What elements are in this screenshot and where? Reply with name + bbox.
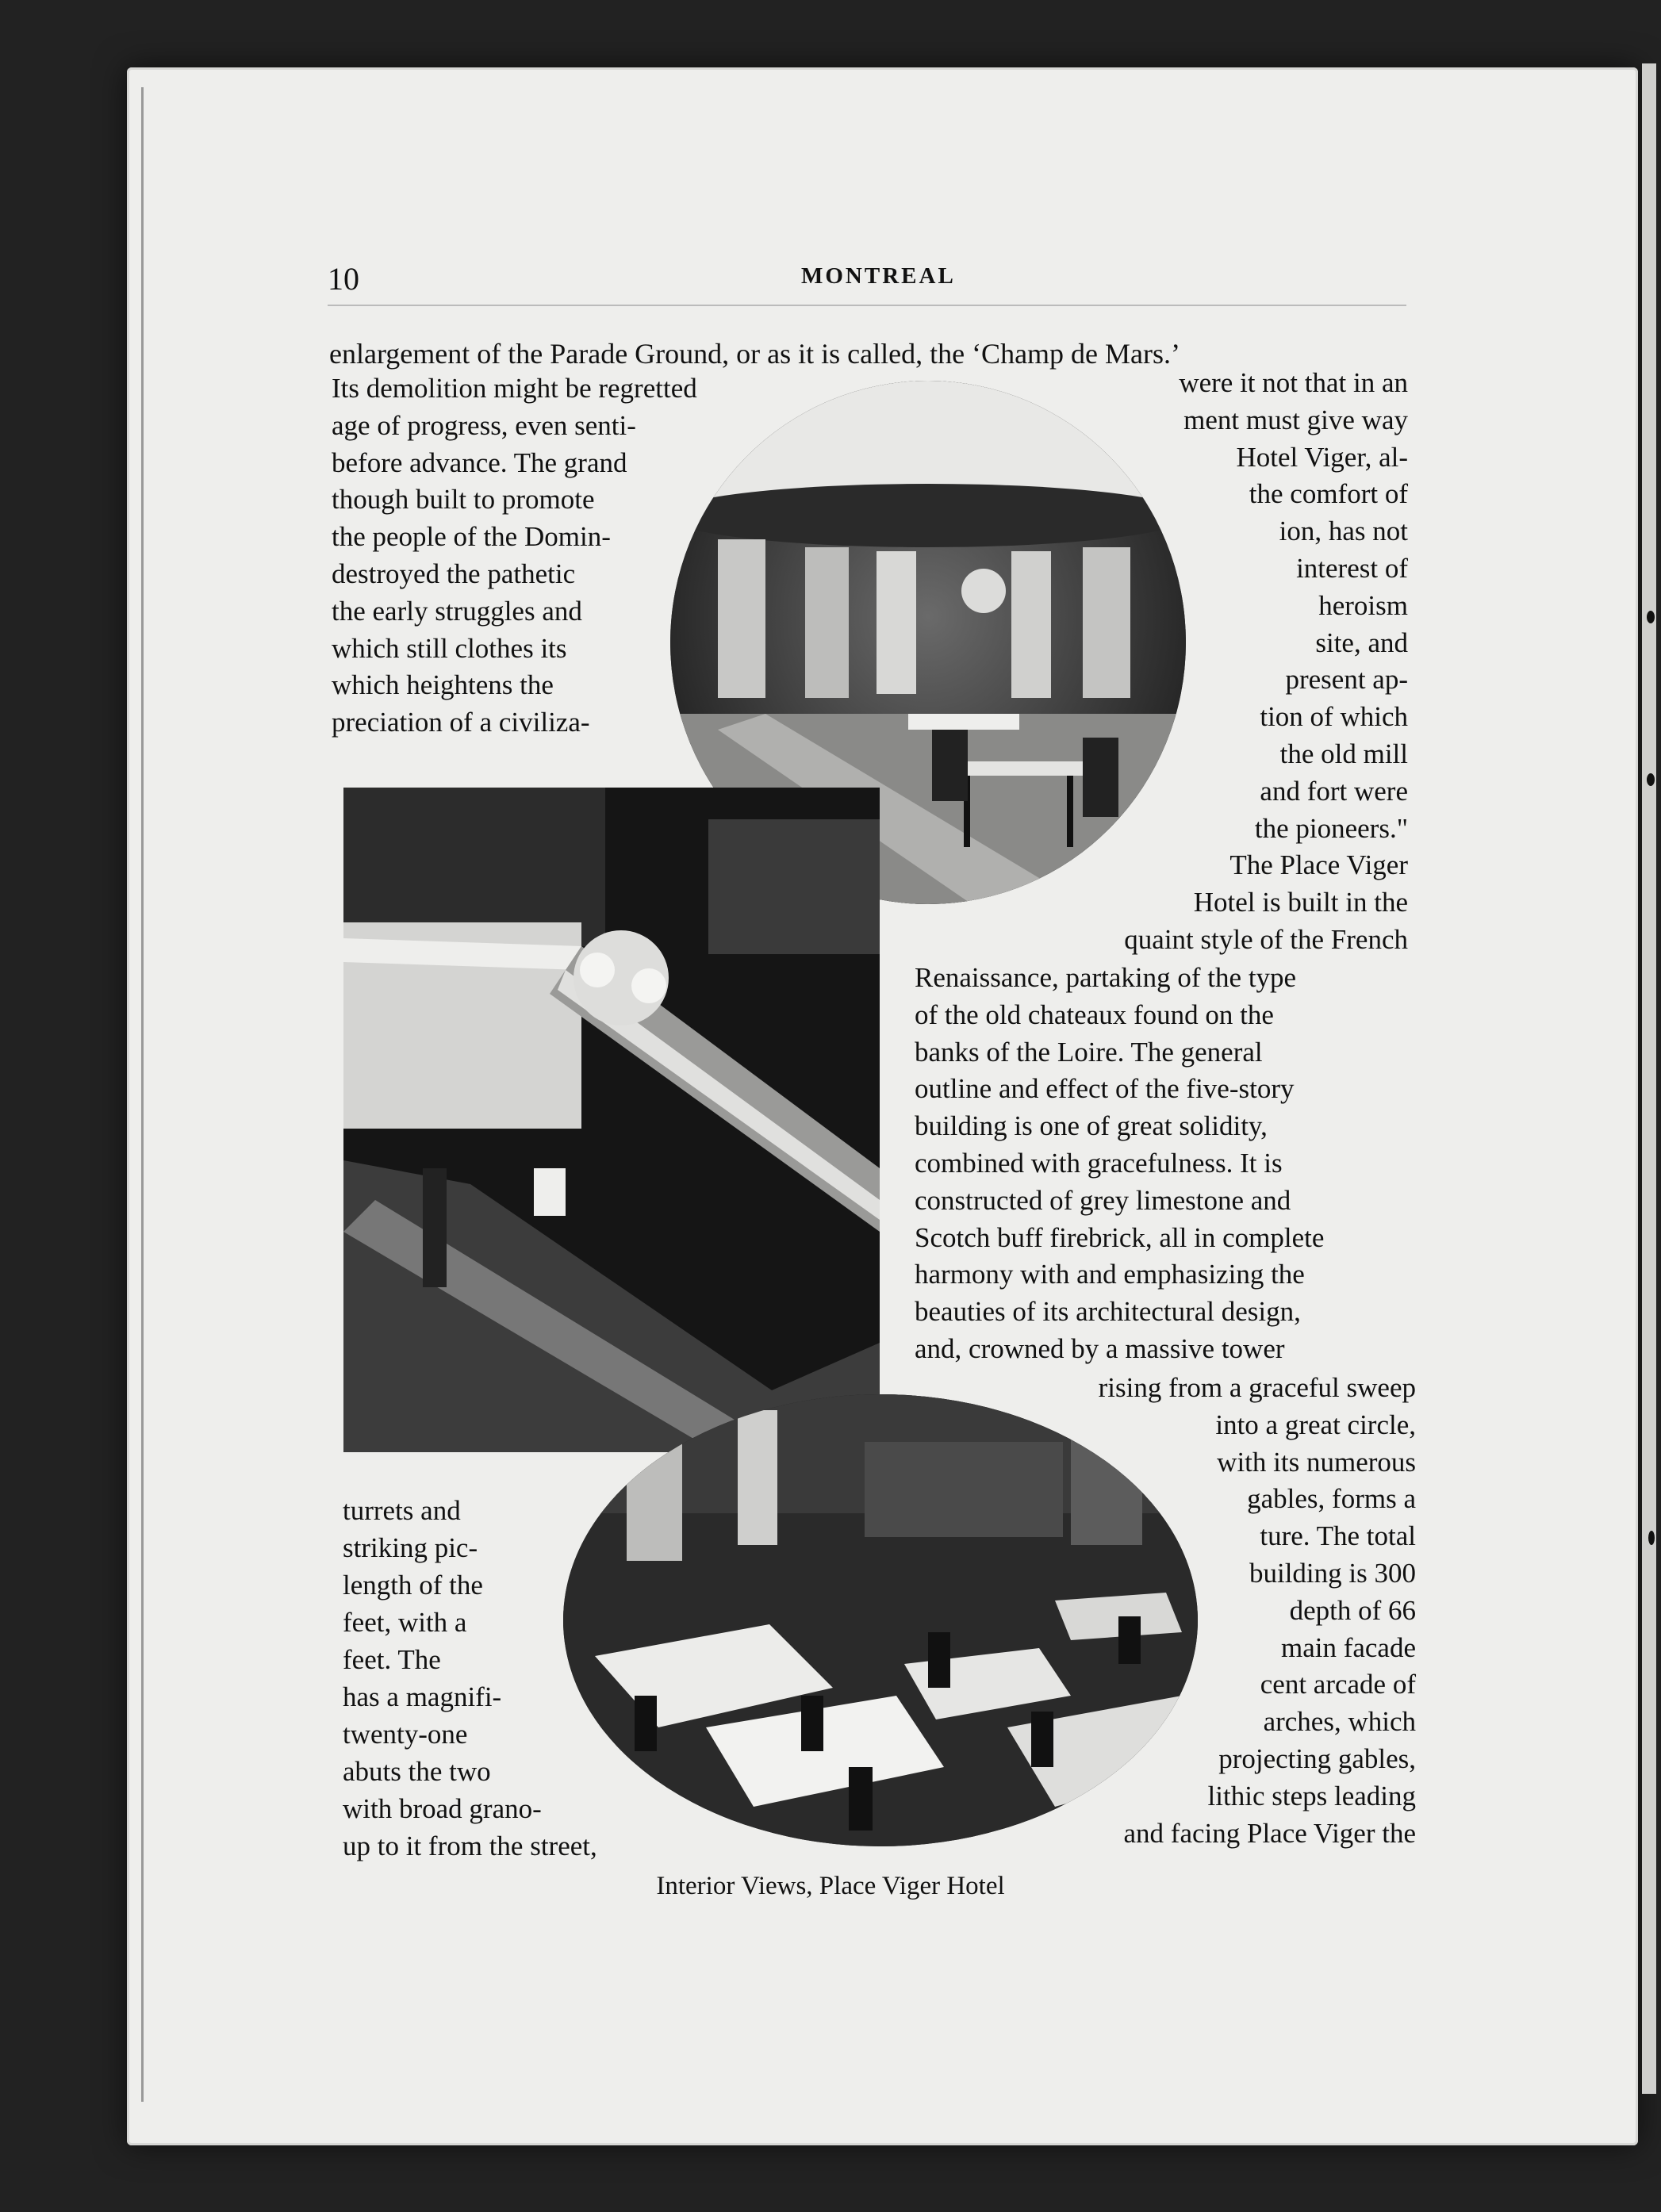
text-line: into a great circle,: [1215, 1409, 1416, 1440]
text-line: Hotel is built in the: [1193, 887, 1408, 918]
text-line: gables, forms a: [1247, 1483, 1416, 1515]
text-line: harmony with and emphasizing the: [915, 1259, 1305, 1290]
text-line: the people of the Domin-: [332, 521, 611, 553]
text-line: though built to promote: [332, 484, 595, 516]
text-line: which heightens the: [332, 669, 554, 701]
text-line: before advance. The grand: [332, 447, 627, 478]
text-line: and fort were: [1260, 775, 1408, 807]
text-line: with its numerous: [1217, 1446, 1416, 1478]
text-line: main facade: [1280, 1631, 1416, 1663]
text-line: The Place Viger: [1229, 849, 1408, 881]
text-line: lithic steps leading: [1207, 1780, 1416, 1811]
text-line: rising from a graceful sweep: [1098, 1372, 1416, 1403]
text-line: building is one of great solidity,: [915, 1110, 1268, 1142]
text-line: twenty-one: [343, 1719, 468, 1750]
text-line: enlargement of the Parade Ground, or as it is called, the ‘Champ de Mars.’: [329, 338, 1181, 370]
text-line: which still clothes its: [332, 632, 567, 664]
text-line: projecting gables,: [1218, 1743, 1416, 1774]
text-line: interest of: [1296, 553, 1408, 584]
scan-mark: [1648, 1531, 1655, 1545]
text-line: and, crowned by a massive tower: [915, 1333, 1285, 1364]
text-line: Scotch buff firebrick, all in complete: [915, 1221, 1325, 1253]
header-rule: [328, 305, 1406, 306]
text-line: age of progress, even senti-: [332, 409, 636, 441]
text-line: destroyed the pathetic: [332, 558, 576, 589]
text-line: of the old chateaux found on the: [915, 999, 1274, 1030]
text-line: the early struggles and: [332, 595, 582, 627]
text-line: ion, has not: [1279, 516, 1408, 547]
text-line: cent arcade of: [1260, 1669, 1416, 1700]
text-line: arches, which: [1263, 1706, 1416, 1738]
staircase-photo: [343, 788, 880, 1452]
text-line: Its demolition might be regretted: [332, 373, 697, 404]
text-line: length of the: [343, 1570, 483, 1601]
figure-caption: Interior Views, Place Viger Hotel: [656, 1872, 1005, 1900]
scan-mark: [1647, 611, 1655, 623]
text-line: feet. The: [343, 1644, 441, 1675]
text-line: tion of which: [1260, 701, 1408, 733]
text-line: feet, with a: [343, 1607, 467, 1638]
text-line: present ap-: [1285, 664, 1408, 696]
page-edge: [1642, 63, 1656, 2094]
text-line: Hotel Viger, al-: [1236, 441, 1408, 473]
running-title: MONTREAL: [801, 263, 956, 289]
text-line: constructed of grey limestone and: [915, 1184, 1291, 1216]
text-line: abuts the two: [343, 1756, 491, 1787]
text-line: ment must give way: [1183, 404, 1408, 435]
text-line: the old mill: [1279, 738, 1408, 769]
text-line: has a magnifi-: [343, 1681, 502, 1712]
dining-room-photo: [563, 1394, 1198, 1846]
text-line: preciation of a civiliza-: [332, 707, 590, 738]
text-line: up to it from the street,: [343, 1831, 597, 1861]
text-line: banks of the Loire. The general: [915, 1036, 1263, 1068]
page-number: 10: [328, 261, 359, 297]
text-line: turrets and: [343, 1495, 461, 1526]
text-line: building is 300: [1249, 1558, 1416, 1589]
page-border: [141, 87, 144, 2102]
text-line: quaint style of the French: [1124, 924, 1408, 955]
text-line: Renaissance, partaking of the type: [915, 962, 1297, 993]
text-line: the pioneers.": [1254, 812, 1408, 844]
scan-mark: [1647, 773, 1655, 786]
text-line: the comfort of: [1249, 478, 1408, 510]
text-line: ture. The total: [1260, 1520, 1416, 1552]
text-line: and facing Place Viger the: [1123, 1817, 1416, 1849]
text-line: with broad grano-: [343, 1793, 542, 1824]
text-line: beauties of its architectural design,: [915, 1296, 1301, 1328]
text-line: depth of 66: [1289, 1594, 1416, 1626]
text-line: were it not that in an: [1179, 367, 1408, 398]
text-line: outline and effect of the five-story: [915, 1073, 1295, 1105]
text-line: combined with gracefulness. It is: [915, 1148, 1283, 1179]
text-line: striking pic-: [343, 1532, 478, 1563]
text-line: heroism: [1318, 589, 1408, 621]
text-line: site, and: [1315, 627, 1408, 658]
